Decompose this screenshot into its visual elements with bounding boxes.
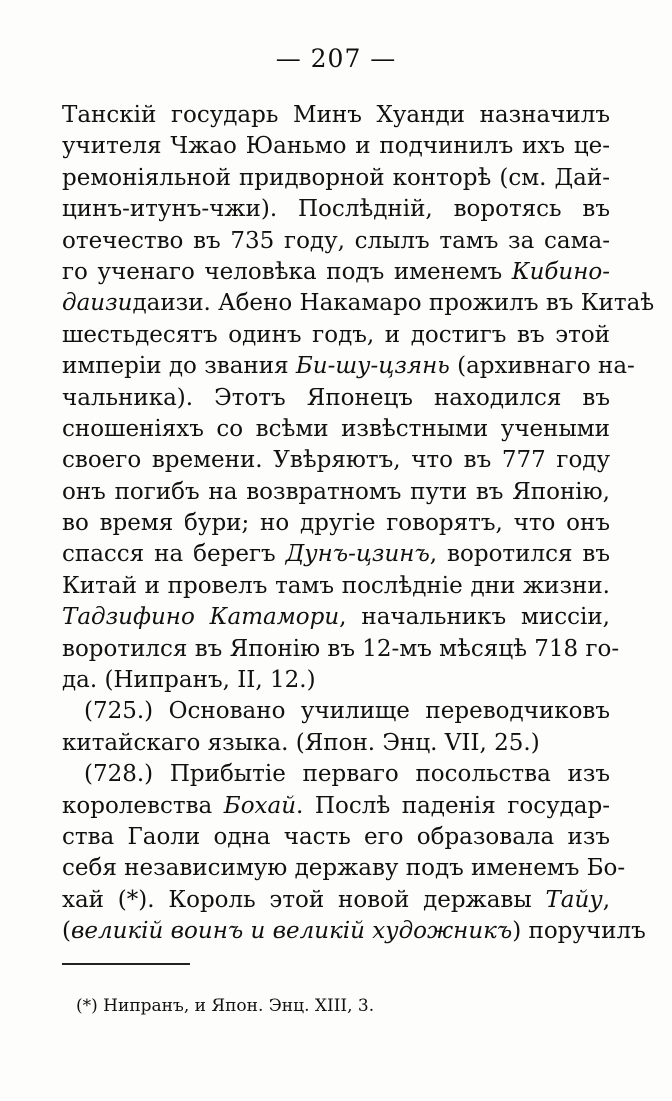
text-line-12: своего времени. Увѣряютъ, что въ 777 году — [62, 447, 610, 474]
text-line-18: воротился въ Японію въ 12-мъ мѣсяцѣ 718 го- — [62, 635, 620, 662]
text-line-7 — [62, 288, 655, 319]
text-span: ) поручилъ — [512, 918, 646, 945]
text-span: королевства — [62, 792, 224, 819]
body-text — [62, 100, 655, 948]
text-span: . Послѣ паденія государ- — [296, 792, 610, 819]
text-line-10: чальника). Этотъ Японецъ находился въ — [62, 384, 610, 411]
text-span: спасся на берегъ — [62, 541, 286, 568]
text-line-26 — [62, 885, 610, 916]
page-number: — 207 — — [275, 44, 397, 73]
text-line-16: Китай и провелъ тамъ послѣдніе дни жизни. — [62, 572, 610, 599]
text-line-4: цинъ-итунъ-чжи). Послѣдній, воротясь въ — [62, 196, 610, 223]
text-line-20: (725.) Основано училище переводчиковъ — [84, 698, 610, 725]
text-line-19: да. (Нипранъ, II, 12.) — [62, 667, 316, 694]
italic-place: Бохай — [223, 792, 297, 819]
italic-name: даизи — [62, 290, 133, 317]
text-line-11: сношеніяхъ со всѣми извѣстными учеными — [62, 415, 610, 442]
text-line-22: (728.) Прибытіе перваго посольства изъ — [84, 761, 610, 788]
text-line-2: учителя Чжао Юаньмо и подчинилъ ихъ це- — [62, 133, 610, 160]
text-line-3: ремоніяльной придворной конторѣ (см. Дай- — [62, 164, 610, 191]
text-line-1: Танскій государь Минъ Хуанди назначилъ — [62, 102, 610, 128]
text-span: ( — [62, 918, 71, 945]
text-line-13: онъ погибъ на возвратномъ пути въ Японію, — [62, 478, 610, 505]
text-span: , начальникъ миссіи, — [339, 604, 610, 631]
footnote-divider — [62, 963, 190, 965]
italic-place: Дунъ-цзинъ — [285, 541, 430, 568]
italic-name: Кибино- — [511, 258, 610, 285]
footnote: (*) Нипранъ, и Япон. Энц. XIII, 3. — [76, 996, 375, 1016]
text-line-25: себя независимую державу подъ именемъ Бо- — [62, 855, 626, 882]
italic-title: Би-шу-цзянь — [295, 353, 450, 380]
italic-name: Тадзифино Катамори — [62, 604, 340, 631]
italic-phrase: великій воинъ и великій художникъ — [70, 918, 513, 945]
text-span: , — [602, 886, 610, 913]
text-span: имперіи до звания — [62, 353, 296, 380]
text-line-17 — [62, 602, 610, 633]
text-span: даизи. Абено Накамаро прожилъ въ Китаѣ — [132, 290, 655, 317]
text-line-15 — [62, 539, 610, 570]
text-line-9 — [62, 351, 635, 382]
text-line-24: ства Гаоли одна часть его образовала изъ — [62, 823, 610, 850]
italic-name: Тайу — [545, 886, 603, 913]
text-span: (архивнаго на- — [449, 353, 635, 380]
text-line-6 — [62, 257, 610, 288]
text-span: хай (*). Король этой новой державы — [62, 886, 546, 913]
text-line-8: шестьдесятъ одинъ годъ, и достигъ въ этой — [62, 321, 610, 348]
text-span: го ученаго человѣка подъ именемъ — [62, 258, 512, 285]
text-span: , воротился въ — [429, 541, 611, 568]
text-line-5: отечество въ 735 году, слылъ тамъ за сама- — [62, 227, 610, 254]
text-line-14: во время бури; но другіе говорятъ, что онъ — [62, 510, 610, 537]
text-line-21: китайскаго языка. (Япон. Энц. VII, 25.) — [62, 729, 540, 756]
text-line-23 — [62, 791, 610, 822]
text-line-27 — [62, 916, 646, 947]
